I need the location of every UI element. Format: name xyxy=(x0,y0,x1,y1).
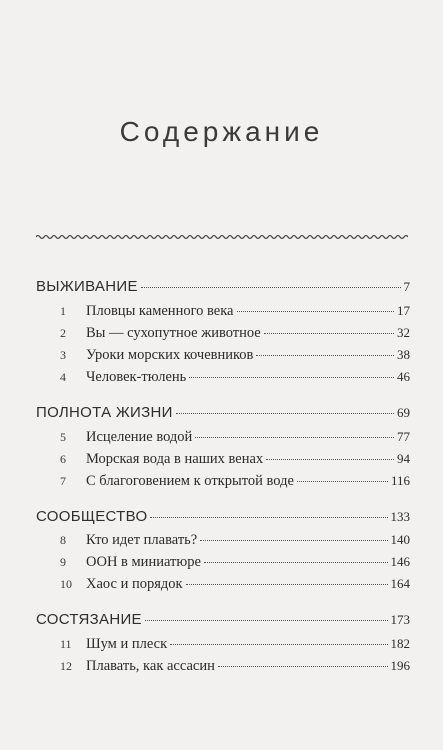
section-title: СОСТЯЗАНИЕ xyxy=(36,611,142,628)
page-number: 140 xyxy=(390,532,410,547)
dot-leader xyxy=(200,540,387,541)
page-number: 196 xyxy=(390,658,410,673)
section-title: СООБЩЕСТВО xyxy=(36,508,148,525)
toc-section xyxy=(36,404,410,421)
page-number: 146 xyxy=(390,554,410,569)
toc-chapter xyxy=(60,658,410,675)
section-title: ВЫЖИВАНИЕ xyxy=(36,278,138,295)
toc-chapter xyxy=(60,576,410,593)
dot-leader xyxy=(297,481,388,482)
toc-chapter xyxy=(60,636,410,653)
page-number: 32 xyxy=(397,325,410,340)
chapter-title: Пловцы каменного века xyxy=(86,303,234,319)
dot-leader xyxy=(204,562,388,563)
dot-leader xyxy=(237,311,395,312)
dot-leader xyxy=(145,620,388,621)
chapter-number: 2 xyxy=(60,326,66,340)
chapter-number: 4 xyxy=(60,370,66,384)
chapter-number: 11 xyxy=(60,637,72,651)
chapter-title: Вы — сухопутное животное xyxy=(86,325,261,341)
toc-chapter xyxy=(60,532,410,549)
page-number: 17 xyxy=(397,303,410,318)
dot-leader xyxy=(150,517,387,518)
toc-chapter xyxy=(60,303,410,320)
page-number: 94 xyxy=(397,451,410,466)
page-number: 173 xyxy=(390,612,410,627)
chapter-number: 3 xyxy=(60,348,66,362)
dot-leader xyxy=(256,355,394,356)
chapter-title: Хаос и порядок xyxy=(86,576,183,592)
dot-leader xyxy=(218,666,388,667)
chapter-title: Уроки морских кочевников xyxy=(86,347,254,363)
toc-section xyxy=(36,611,410,628)
toc-chapter xyxy=(60,347,410,364)
page-number: 77 xyxy=(397,429,410,444)
page-number: 116 xyxy=(390,473,410,488)
dot-leader xyxy=(176,413,394,414)
chapter-number: 10 xyxy=(60,577,72,591)
chapter-title: Плавать, как ассасин xyxy=(86,658,215,674)
page-number: 38 xyxy=(397,347,410,362)
page-number: 164 xyxy=(390,576,410,591)
dot-leader xyxy=(264,333,394,334)
toc-chapter xyxy=(60,451,410,468)
toc-chapter xyxy=(60,325,410,342)
toc-chapter xyxy=(60,429,410,446)
page-number: 7 xyxy=(403,279,410,294)
toc-chapter xyxy=(60,473,410,490)
chapter-title: ООН в миниатюре xyxy=(86,554,201,570)
chapter-title: Кто идет плавать? xyxy=(86,532,198,548)
toc-section xyxy=(36,508,410,525)
page-title: Содержание xyxy=(119,116,324,147)
wavy-divider xyxy=(36,231,408,243)
toc-chapter xyxy=(60,369,410,386)
chapter-title: Шум и плеск xyxy=(86,636,168,652)
dot-leader xyxy=(141,287,401,288)
page-number: 69 xyxy=(397,405,410,420)
chapter-title: Морская вода в наших венах xyxy=(86,451,264,467)
chapter-number: 12 xyxy=(60,659,72,673)
chapter-number: 9 xyxy=(60,555,66,569)
toc-chapter xyxy=(60,554,410,571)
page-number: 133 xyxy=(390,509,410,524)
dot-leader xyxy=(170,644,387,645)
chapter-number: 1 xyxy=(60,304,66,318)
dot-leader xyxy=(189,377,394,378)
page-number: 46 xyxy=(397,369,410,384)
dot-leader xyxy=(266,459,394,460)
page-number: 182 xyxy=(390,636,410,651)
chapter-title: С благоговением к открытой воде xyxy=(86,473,294,489)
chapter-number: 6 xyxy=(60,452,66,466)
dot-leader xyxy=(195,437,394,438)
chapter-title: Исцеление водой xyxy=(86,429,193,445)
chapter-number: 5 xyxy=(60,430,66,444)
chapter-title: Человек-тюлень xyxy=(86,369,187,385)
section-title: ПОЛНОТА ЖИЗНИ xyxy=(36,404,173,421)
toc-section xyxy=(36,278,410,295)
chapter-number: 7 xyxy=(60,474,66,488)
chapter-number: 8 xyxy=(60,533,66,547)
dot-leader xyxy=(186,584,388,585)
